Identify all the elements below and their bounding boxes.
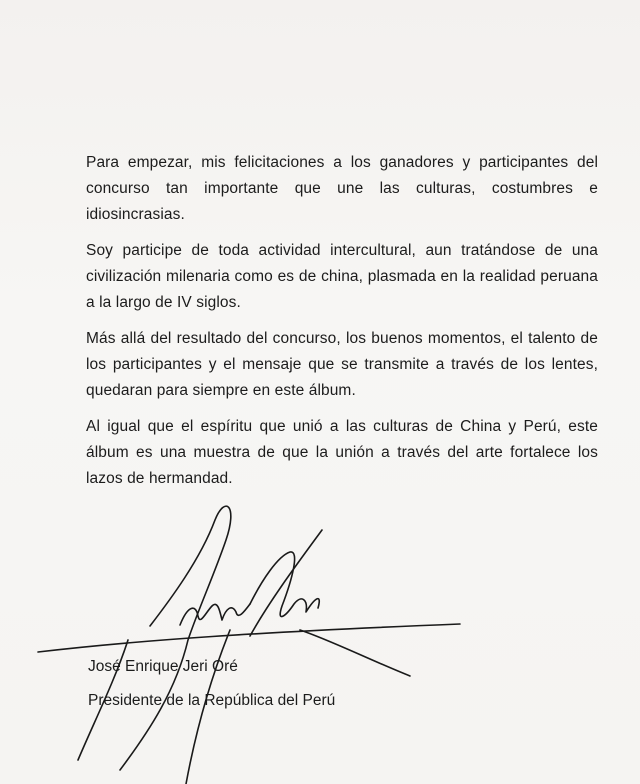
signer-name: José Enrique Jeri Oré: [88, 658, 238, 675]
signature-cursive-middle: [180, 604, 250, 625]
signature-underline-stroke: [38, 624, 460, 652]
paragraph-3: Más allá del resultado del concurso, los buenos momentos, el talento de los participantes y el mensaje que se transmite a través de los lentes, quedaran para siempre en este álbum.: [86, 330, 598, 399]
paragraph-4: Al igual que el espíritu que unió a las culturas de China y Perú, este álbum es una muestra de que la unión a través del arte fortalece los lazos de hermandad.: [86, 418, 598, 487]
paragraph-2: Soy participe de toda actividad intercultural, aun tratándose de una civilización milenaria como es de china, plasmada en la realidad peruana a la largo de IV siglos.: [86, 242, 598, 311]
letter-body: [86, 150, 598, 502]
signer-block: [88, 656, 568, 712]
paragraph-1: Para empezar, mis felicitaciones a los ganadores y participantes del concurso tan importante que une las culturas, costumbres e idiosincrasias.: [86, 154, 598, 223]
signature-first-loop: [120, 506, 231, 770]
signature-upward-sweep: [250, 530, 322, 636]
signer-title: Presidente de la República del Perú: [88, 692, 336, 709]
signature-second-stroke: [250, 552, 319, 617]
